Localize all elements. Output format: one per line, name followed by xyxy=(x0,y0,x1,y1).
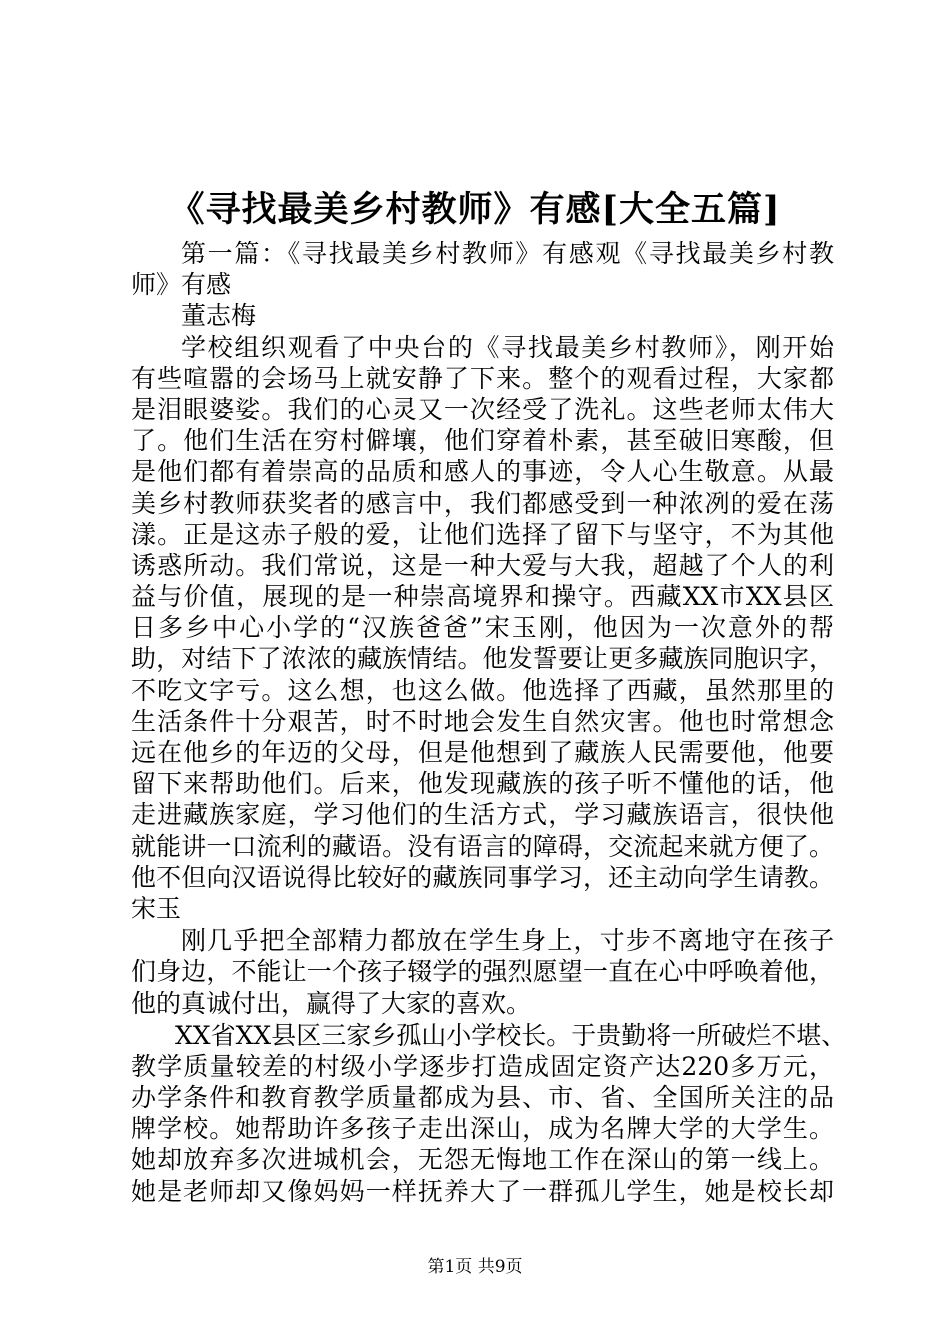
paragraph-line: 办学条件和教育教学质量都成为县、市、省、全国所关注的品 xyxy=(131,1083,834,1113)
paragraph-line: 宋玉 xyxy=(131,893,182,923)
paragraph-line: 漾。正是这赤子般的爱，让他们选择了留下与坚守，不为其他 xyxy=(131,519,834,549)
paragraph-line: 就能讲一口流利的藏语。没有语言的障碍，交流起来就方便了。 xyxy=(131,831,834,861)
paragraph-line: 远在他乡的年迈的父母，但是他想到了藏族人民需要他，他要 xyxy=(131,738,834,767)
paragraph-line: 日多乡中心小学的“汉族爸爸”宋玉刚，他因为一次意外的帮 xyxy=(131,613,834,643)
page-number-footer: 第1页 共9页 xyxy=(427,1257,523,1277)
document-title: 《寻找最美乡村教师》有感[大全五篇] xyxy=(169,189,781,230)
paragraph-line: 诱惑所动。我们常说，这是一种大爱与大我，超越了个人的利 xyxy=(131,550,834,580)
paragraph-line: 们身边，不能让一个孩子辍学的强烈愿望一直在心中呼唤着他， xyxy=(131,957,834,987)
paragraph-line: 走进藏族家庭，学习他们的生活方式，学习藏族语言，很快他 xyxy=(131,800,834,830)
paragraph-line: 他不但向汉语说得比较好的藏族同事学习，还主动向学生请教。 xyxy=(131,862,834,892)
paragraph-line: XX省XX县区三家乡孤山小学校长。于贵勤将一所破烂不堪、 xyxy=(175,1020,847,1050)
paragraph-line: 留下来帮助他们。后来，他发现藏族的孩子听不懂他的话，他 xyxy=(131,769,834,799)
paragraph-line: 她却放弃多次进城机会，无怨无悔地工作在深山的第一线上。 xyxy=(131,1145,834,1175)
paragraph-line: 美乡村教师获奖者的感言中，我们都感受到一种浓冽的爱在荡 xyxy=(131,488,834,518)
paragraph-line: 了。他们生活在穷村僻壤，他们穿着朴素，甚至破旧寒酸，但 xyxy=(131,426,834,456)
paragraph-line: 有些喧嚣的会场马上就安静了下来。整个的观看过程，大家都 xyxy=(131,363,834,393)
paragraph-line: 益与价值，展现的是一种崇高境界和操守。西藏XX市XX县区 xyxy=(131,582,834,612)
author-name: 董志梅 xyxy=(181,301,257,331)
paragraph-line: 牌学校。她帮助许多孩子走出深山，成为名牌大学的大学生。 xyxy=(131,1114,834,1144)
document-body xyxy=(131,238,847,1207)
paragraph-line: 教学质量较差的村级小学逐步打造成固定资产达220多万元， xyxy=(131,1051,834,1081)
paragraph-line: 不吃文字亏。这么想，也这么做。他选择了西藏，虽然那里的 xyxy=(131,675,834,705)
paragraph-line: 学校组织观看了中央台的《寻找最美乡村教师》，刚开始 xyxy=(181,332,834,362)
paragraph-line: 生活条件十分艰苦，时不时地会发生自然灾害。他也时常想念 xyxy=(131,706,834,736)
section-heading-line: 师》有感 xyxy=(131,270,232,300)
paragraph-line: 刚几乎把全部精力都放在学生身上，寸步不离地守在孩子 xyxy=(181,926,834,956)
paragraph-line: 助，对结下了浓浓的藏族情结。他发誓要让更多藏族同胞识字， xyxy=(131,644,834,674)
paragraph-line: 是泪眼婆娑。我们的心灵又一次经受了洗礼。这些老师太伟大 xyxy=(131,394,834,424)
paragraph-line: 她是老师却又像妈妈一样抚养大了一群孤儿学生，她是校长却 xyxy=(131,1176,834,1206)
section-heading-line: 第一篇：《寻找最美乡村教师》有感观《寻找最美乡村教 xyxy=(181,239,834,268)
paragraph-line: 他的真诚付出，赢得了大家的喜欢。 xyxy=(131,988,532,1018)
paragraph-line: 是他们都有着崇高的品质和感人的事迹，令人心生敬意。从最 xyxy=(131,457,834,487)
